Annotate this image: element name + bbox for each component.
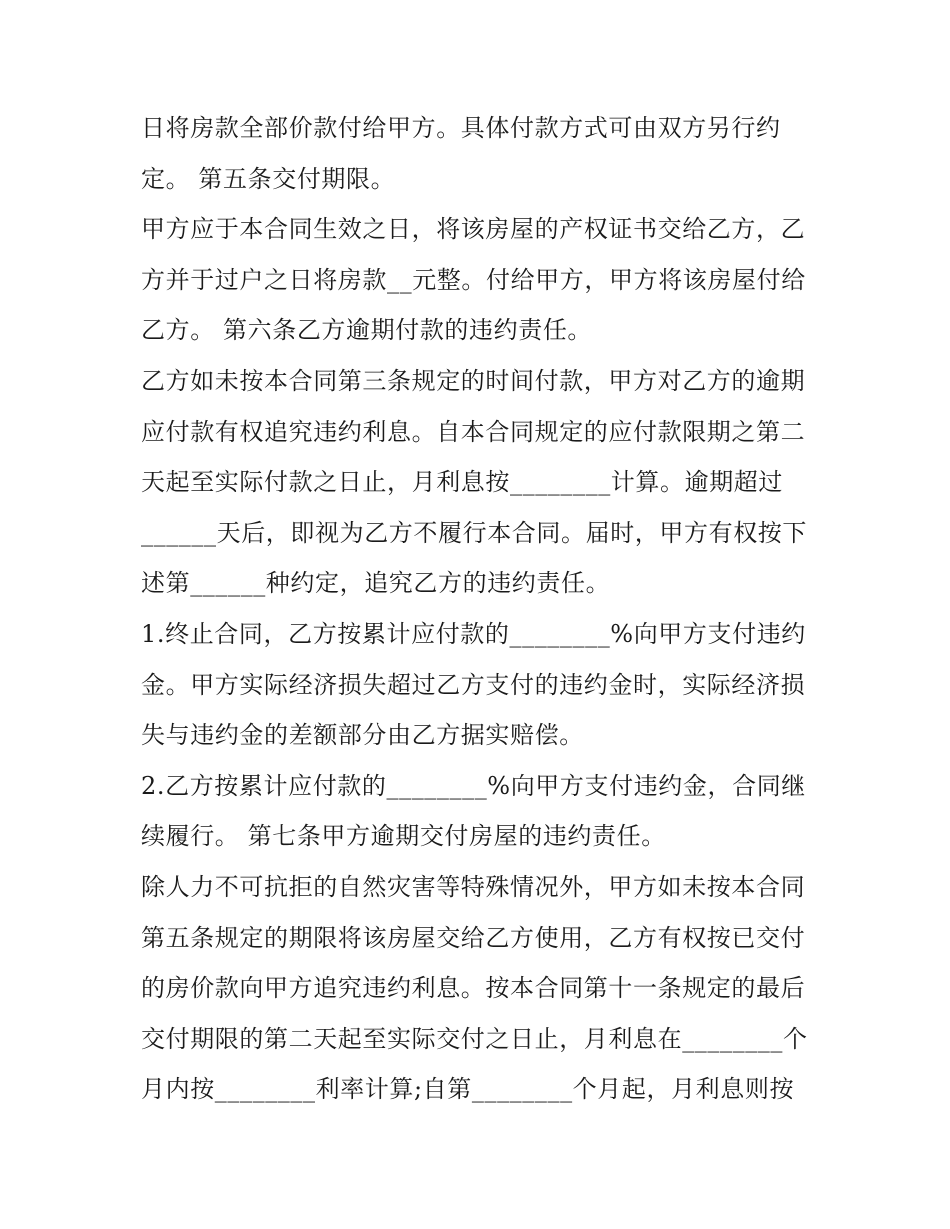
text-line-1: 日将房款全部价款付给甲方。具体付款方式可由双方另行约 — [141, 114, 781, 142]
text-line-16: 除人力不可抗拒的自然灾害等特殊情况外，甲方如未按本合同 — [141, 872, 806, 901]
text-line-13: 失与违约金的差额部分由乙方据实赔偿。 — [141, 721, 584, 750]
text-line-8: 天起至实际付款之日止，月利息按________计算。逾期超过 — [141, 468, 783, 497]
text-line-17: 第五条规定的期限将该房屋交给乙方使用，乙方有权按已交付 — [141, 923, 806, 952]
text-line-15: 续履行。 第七条甲方逾期交付房屋的违约责任。 — [141, 822, 666, 851]
text-line-11: 1.终止合同，乙方按累计应付款的________%向甲方支付违约 — [141, 619, 806, 648]
text-line-2: 定。 第五条交付期限。 — [141, 164, 396, 193]
contract-text-body — [141, 103, 821, 1115]
text-line-3: 甲方应于本合同生效之日，将该房屋的产权证书交给乙方，乙 — [141, 215, 806, 244]
text-line-12: 金。甲方实际经济损失超过乙方支付的违约金时，实际经济损 — [141, 670, 806, 699]
text-line-14: 2.乙方按累计应付款的________%向甲方支付违约金，合同继 — [141, 771, 806, 800]
text-line-4: 方并于过户之日将房款__元整。付给甲方，甲方将该房屋付给 — [141, 265, 806, 294]
text-line-20: 月内按________利率计算;自第________个月起，月利息则按 — [141, 1075, 795, 1104]
text-line-19: 交付期限的第二天起至实际交付之日止，月利息在________个 — [141, 1024, 808, 1053]
text-line-5: 乙方。 第六条乙方逾期付款的违约责任。 — [141, 316, 593, 345]
text-line-6: 乙方如未按本合同第三条规定的时间付款，甲方对乙方的逾期 — [141, 366, 806, 395]
text-line-18: 的房价款向甲方追究违约利息。按本合同第十一条规定的最后 — [141, 974, 806, 1003]
text-line-9: ______天后，即视为乙方不履行本合同。届时，甲方有权按下 — [141, 518, 807, 547]
text-line-10: 述第______种约定，追究乙方的违约责任。 — [141, 569, 611, 598]
text-line-7: 应付款有权追究违约利息。自本合同规定的应付款限期之第二 — [141, 417, 806, 446]
